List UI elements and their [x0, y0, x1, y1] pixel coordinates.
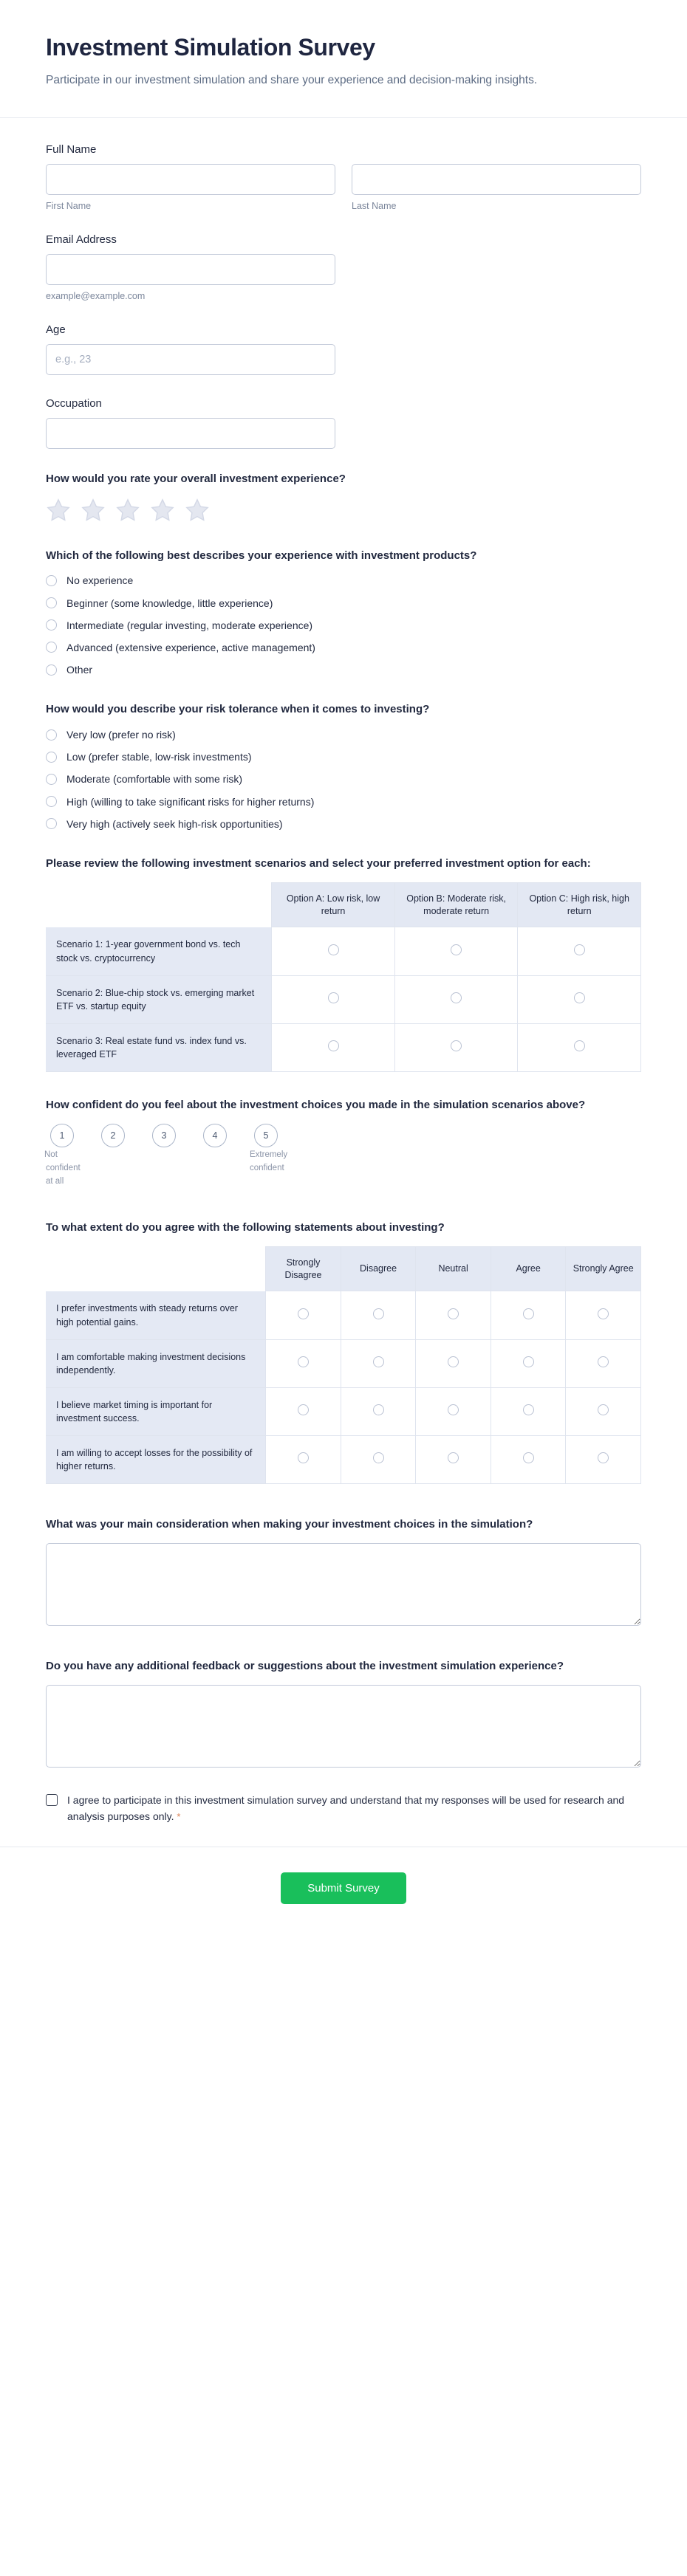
risk-option-label: Very low (prefer no risk) — [66, 729, 176, 741]
radio-icon[interactable] — [373, 1404, 384, 1415]
occupation-label: Occupation — [46, 396, 102, 410]
question-risk-tolerance — [46, 701, 641, 831]
agreement-corner-cell — [46, 1246, 266, 1292]
agreement-cell-2-2[interactable] — [416, 1388, 491, 1436]
agreement-cell-0-3[interactable] — [491, 1291, 567, 1339]
radio-icon[interactable] — [46, 796, 57, 807]
field-full-name — [46, 143, 641, 211]
scenario-column-header: Option A: Low risk, low return — [272, 882, 395, 928]
agreement-cell-1-1[interactable] — [341, 1340, 417, 1388]
agreement-column-header: Neutral — [416, 1246, 491, 1292]
field-occupation — [46, 397, 641, 449]
radio-icon[interactable] — [298, 1404, 309, 1415]
radio-icon[interactable] — [451, 944, 462, 955]
table-row — [46, 1340, 641, 1388]
star-rating-group[interactable] — [46, 498, 641, 523]
radio-icon[interactable] — [574, 1040, 585, 1051]
question-feedback — [46, 1658, 641, 1768]
radio-icon[interactable] — [448, 1452, 459, 1463]
agreement-matrix-table — [46, 1246, 641, 1485]
risk-option-1[interactable] — [46, 750, 641, 763]
experience-option-3[interactable] — [46, 641, 641, 654]
radio-icon[interactable] — [46, 597, 57, 608]
scenario-cell-2-0[interactable] — [272, 1024, 395, 1072]
scenario-row-label: Scenario 3: Real estate fund vs. index fund vs. leveraged ETF — [46, 1024, 272, 1072]
page-subtitle: Participate in our investment simulation and share your experience and decision-making insights. — [46, 73, 538, 86]
risk-option-label: Moderate (comfortable with some risk) — [66, 773, 243, 786]
scenario-cell-2-2[interactable] — [518, 1024, 641, 1072]
radio-icon[interactable] — [328, 992, 339, 1003]
agreement-cell-1-4[interactable] — [566, 1340, 641, 1388]
radio-icon[interactable] — [598, 1452, 609, 1463]
experience-option-2[interactable] — [46, 619, 641, 632]
confidence-low-label: Not confident at all — [44, 1150, 81, 1186]
star-icon-1[interactable] — [46, 498, 71, 523]
scenario-cell-2-1[interactable] — [395, 1024, 519, 1072]
last-name-group — [352, 164, 641, 211]
radio-icon[interactable] — [373, 1452, 384, 1463]
radio-icon[interactable] — [451, 1040, 462, 1051]
agreement-cell-0-2[interactable] — [416, 1291, 491, 1339]
field-age — [46, 323, 641, 375]
risk-option-2[interactable] — [46, 772, 641, 786]
confidence-point-label[interactable]: 1 — [50, 1124, 74, 1147]
required-marker: * — [177, 1810, 181, 1822]
agreement-cell-3-4[interactable] — [566, 1436, 641, 1484]
agreement-label: To what extent do you agree with the following statements about investing? — [46, 1220, 445, 1234]
radio-icon[interactable] — [298, 1308, 309, 1319]
radio-icon[interactable] — [598, 1404, 609, 1415]
radio-icon[interactable] — [328, 1040, 339, 1051]
scenario-cell-0-0[interactable] — [272, 927, 395, 975]
confidence-point-1[interactable] — [46, 1124, 78, 1147]
radio-icon[interactable] — [451, 992, 462, 1003]
radio-icon[interactable] — [574, 992, 585, 1003]
table-row — [46, 1436, 641, 1484]
agreement-cell-0-0[interactable] — [266, 1291, 341, 1339]
radio-icon[interactable] — [46, 664, 57, 676]
radio-icon[interactable] — [46, 729, 57, 741]
consent-text — [67, 1793, 636, 1824]
survey-footer — [0, 1847, 687, 1937]
first-name-sublabel: First Name — [46, 200, 92, 211]
agreement-cell-3-3[interactable] — [491, 1436, 567, 1484]
confidence-point-label[interactable]: 4 — [203, 1124, 227, 1147]
star-icon-3[interactable] — [115, 498, 140, 523]
confidence-high-label: Extremely confident — [250, 1150, 288, 1172]
agreement-cell-3-1[interactable] — [341, 1436, 417, 1484]
radio-icon[interactable] — [46, 575, 57, 586]
experience-option-label: No experience — [66, 574, 134, 587]
risk-option-4[interactable] — [46, 817, 641, 831]
radio-icon[interactable] — [523, 1308, 534, 1319]
radio-icon[interactable] — [598, 1356, 609, 1367]
overall-rating-label: How would you rate your overall investment experience? — [46, 472, 346, 485]
star-icon-4[interactable] — [150, 498, 175, 523]
email-label: Email Address — [46, 233, 117, 246]
table-row — [46, 1024, 641, 1072]
agreement-cell-2-0[interactable] — [266, 1388, 341, 1436]
agreement-column-header: Disagree — [341, 1246, 417, 1292]
confidence-point-5[interactable] — [250, 1124, 282, 1147]
scenario-column-header: Option B: Moderate risk, moderate return — [395, 882, 519, 928]
experience-option-1[interactable] — [46, 597, 641, 610]
agreement-cell-3-2[interactable] — [416, 1436, 491, 1484]
experience-option-label: Beginner (some knowledge, little experience) — [66, 597, 273, 609]
agreement-cell-1-3[interactable] — [491, 1340, 567, 1388]
table-row — [46, 927, 641, 975]
agreement-row-label: I prefer investments with steady returns over high potential gains. — [46, 1291, 266, 1339]
agreement-cell-1-2[interactable] — [416, 1340, 491, 1388]
experience-label: Which of the following best describes your experience with investment products? — [46, 549, 477, 562]
confidence-scale-row — [46, 1124, 641, 1147]
table-row — [46, 1291, 641, 1339]
scenario-cell-0-2[interactable] — [518, 927, 641, 975]
risk-option-3[interactable] — [46, 795, 641, 808]
radio-icon[interactable] — [448, 1308, 459, 1319]
question-experience — [46, 548, 641, 677]
scenario-cell-1-0[interactable] — [272, 976, 395, 1024]
radio-icon[interactable] — [46, 818, 57, 829]
scenario-cell-0-1[interactable] — [395, 927, 519, 975]
experience-option-label: Intermediate (regular investing, moderate experience) — [66, 619, 313, 631]
scenario-column-header: Option C: High risk, high return — [518, 882, 641, 928]
radio-icon[interactable] — [523, 1404, 534, 1415]
radio-icon[interactable] — [373, 1356, 384, 1367]
confidence-point-4[interactable] — [199, 1124, 231, 1147]
email-input[interactable] — [46, 254, 335, 285]
experience-options — [46, 574, 641, 676]
agreement-cell-3-0[interactable] — [266, 1436, 341, 1484]
agreement-column-header: Agree — [491, 1246, 567, 1292]
experience-option-label: Advanced (extensive experience, active management) — [66, 641, 315, 653]
experience-option-4[interactable] — [46, 663, 641, 676]
scenario-header-row — [46, 882, 641, 928]
last-name-input[interactable] — [352, 164, 641, 195]
first-name-group — [46, 164, 335, 211]
consent-checkbox[interactable] — [46, 1794, 58, 1806]
age-input[interactable] — [46, 344, 335, 375]
submit-survey-button[interactable]: Submit Survey — [281, 1872, 406, 1904]
risk-option-0[interactable] — [46, 728, 641, 741]
question-scenarios — [46, 856, 641, 1072]
experience-option-label: Other — [66, 664, 93, 676]
consent-label: I agree to participate in this investment simulation survey and understand that my responses will be used for research and analysis purposes only. — [67, 1793, 625, 1822]
agreement-header-row — [46, 1246, 641, 1292]
age-label: Age — [46, 323, 66, 336]
agreement-cell-2-4[interactable] — [566, 1388, 641, 1436]
agreement-cell-0-4[interactable] — [566, 1291, 641, 1339]
radio-icon[interactable] — [298, 1452, 309, 1463]
agreement-column-header: Strongly Agree — [566, 1246, 641, 1292]
scenario-row-label: Scenario 2: Blue-chip stock vs. emerging market ETF vs. startup equity — [46, 976, 272, 1024]
radio-icon[interactable] — [46, 642, 57, 653]
confidence-point-label[interactable]: 2 — [101, 1124, 125, 1147]
survey-form — [0, 118, 687, 1825]
occupation-input[interactable] — [46, 418, 335, 449]
radio-icon[interactable] — [448, 1356, 459, 1367]
feedback-textarea[interactable] — [46, 1685, 641, 1768]
risk-option-label: Very high (actively seek high-risk opportunities) — [66, 817, 283, 830]
consideration-label: What was your main consideration when making your investment choices in the simulation? — [46, 1518, 533, 1531]
scenario-cell-1-2[interactable] — [518, 976, 641, 1024]
email-sublabel: example@example.com — [46, 290, 146, 301]
question-confidence — [46, 1097, 641, 1187]
agreement-row-label: I am comfortable making investment decisions independently. — [46, 1340, 266, 1388]
last-name-sublabel: Last Name — [352, 200, 397, 211]
agreement-cell-0-1[interactable] — [341, 1291, 417, 1339]
risk-option-label: High (willing to take significant risks for higher returns) — [66, 795, 315, 808]
confidence-point-label[interactable]: 3 — [152, 1124, 176, 1147]
risk-tolerance-label: How would you describe your risk tolerance when it comes to investing? — [46, 703, 430, 716]
risk-option-label: Low (prefer stable, low-risk investments) — [66, 751, 252, 763]
confidence-point-3[interactable] — [148, 1124, 180, 1147]
confidence-point-label[interactable]: 5 — [254, 1124, 278, 1147]
scenario-corner-cell — [46, 882, 272, 928]
confidence-point-2[interactable] — [97, 1124, 129, 1147]
scenario-cell-1-1[interactable] — [395, 976, 519, 1024]
agreement-cell-2-3[interactable] — [491, 1388, 567, 1436]
radio-icon[interactable] — [523, 1356, 534, 1367]
consent-row[interactable] — [46, 1793, 641, 1824]
risk-options — [46, 728, 641, 831]
radio-icon[interactable] — [46, 752, 57, 763]
agreement-cell-2-1[interactable] — [341, 1388, 417, 1436]
radio-icon[interactable] — [328, 944, 339, 955]
scenario-matrix-table — [46, 882, 641, 1073]
agreement-row-label: I believe market timing is important for investment success. — [46, 1388, 266, 1436]
confidence-scale-captions — [46, 1147, 641, 1187]
experience-option-0[interactable] — [46, 574, 641, 587]
consideration-textarea[interactable] — [46, 1543, 641, 1626]
radio-icon[interactable] — [523, 1452, 534, 1463]
radio-icon[interactable] — [373, 1308, 384, 1319]
confidence-scale — [46, 1124, 641, 1187]
radio-icon[interactable] — [298, 1356, 309, 1367]
question-overall-rating — [46, 471, 641, 523]
feedback-label: Do you have any additional feedback or suggestions about the investment simulation experience? — [46, 1660, 564, 1673]
survey-header — [0, 0, 687, 118]
star-icon-2[interactable] — [81, 498, 106, 523]
question-agreement — [46, 1220, 641, 1485]
agreement-row-label: I am willing to accept losses for the possibility of higher returns. — [46, 1436, 266, 1484]
field-email — [46, 233, 641, 301]
scenario-row-label: Scenario 1: 1-year government bond vs. tech stock vs. cryptocurrency — [46, 927, 272, 975]
radio-icon[interactable] — [574, 944, 585, 955]
confidence-label: How confident do you feel about the investment choices you made in the simulation scenarios above? — [46, 1099, 586, 1112]
radio-icon[interactable] — [46, 774, 57, 785]
table-row — [46, 1388, 641, 1436]
table-row — [46, 976, 641, 1024]
radio-icon[interactable] — [598, 1308, 609, 1319]
radio-icon[interactable] — [448, 1404, 459, 1415]
scenarios-label: Please review the following investment scenarios and select your preferred investment option for each: — [46, 856, 591, 870]
agreement-cell-1-0[interactable] — [266, 1340, 341, 1388]
full-name-label: Full Name — [46, 142, 97, 156]
radio-icon[interactable] — [46, 619, 57, 631]
first-name-input[interactable] — [46, 164, 335, 195]
star-icon-5[interactable] — [185, 498, 210, 523]
page-title: Investment Simulation Survey — [46, 34, 375, 61]
agreement-column-header: Strongly Disagree — [266, 1246, 341, 1292]
question-consideration — [46, 1517, 641, 1626]
